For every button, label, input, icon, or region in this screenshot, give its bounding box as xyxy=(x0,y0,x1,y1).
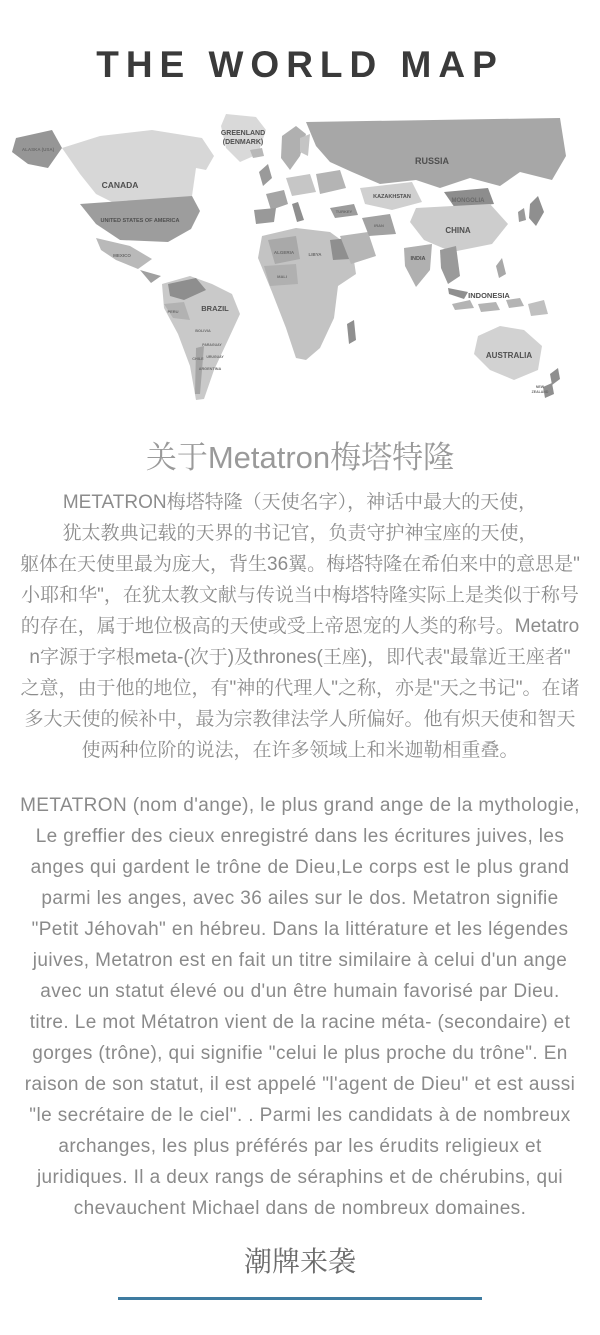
paragraph-line: avec un statut élevé ou d'un être humain favorisé par Dieu. xyxy=(40,981,560,1002)
map-label-china: CHINA xyxy=(445,226,471,235)
paragraph-line: gorges (trône), qui signifie "celui le plus proche du trône". En xyxy=(32,1043,568,1064)
map-country-russia xyxy=(306,118,566,188)
map-country-italy xyxy=(292,202,304,222)
map-country-madagascar xyxy=(347,320,356,344)
map-island-borneo xyxy=(478,302,500,312)
map-country-spain xyxy=(254,208,276,224)
paragraph-line: n字源于字根meta-(次于)及thrones(王座)，即代表"最靠近王座者" xyxy=(29,647,571,668)
map-label-libya: LIBYA xyxy=(308,252,322,257)
map-label-new-zealand-1: NEW xyxy=(535,385,545,389)
map-label-usa: UNITED STATES OF AMERICA xyxy=(100,218,180,224)
paragraph-line: METATRON (nom d'ange), le plus grand ange de la mythologie, xyxy=(20,795,580,816)
paragraph-line: "Petit Jéhovah" en hébreu. Dans la littérature et les légendes xyxy=(31,919,569,940)
map-label-alaska: ALASKA (USA) xyxy=(21,147,55,152)
map-label-chile: CHILE xyxy=(192,357,204,361)
map-label-peru: PERU xyxy=(167,309,179,314)
map-label-algeria: ALGERIA xyxy=(273,250,295,255)
map-label-iran: IRAN xyxy=(374,223,384,228)
section-divider-line xyxy=(118,1297,482,1300)
page-title: THE WORLD MAP xyxy=(96,44,504,85)
paragraph-line: "le secrétaire de le ciel". . Parmi les candidats à de nombreux xyxy=(29,1105,571,1126)
map-region-central-europe xyxy=(286,174,316,196)
map-island-sumatra xyxy=(452,300,474,310)
map-region-southeast-asia xyxy=(440,246,460,284)
map-label-mongolia: MONGOLIA xyxy=(451,198,485,204)
map-label-russia: RUSSIA xyxy=(414,156,450,166)
map-island-nz-north xyxy=(550,368,560,385)
map-country-india xyxy=(404,244,432,287)
paragraph-french-description xyxy=(0,790,600,1224)
section-heading-trend-brands: 潮牌来袭 xyxy=(243,1246,356,1277)
paragraph-line: raison de son statut, il est appelé "l'agent de Dieu" et est aussi xyxy=(24,1074,576,1095)
paragraph-line: 小耶和华"，在犹太教文献与传说当中梅塔特隆实际上是类似于称号 xyxy=(21,585,579,606)
map-country-france xyxy=(266,190,288,210)
map-country-uk xyxy=(259,164,272,186)
paragraph-line: juives, Metatron est en fait un titre similaire à celui d'un ange xyxy=(32,950,568,971)
paragraph-line: 躯体在天使里最为庞大，背生36翼。梅塔特隆在希伯来中的意思是" xyxy=(20,554,580,575)
map-label-india: INDIA xyxy=(410,256,426,262)
map-label-brazil: BRAZIL xyxy=(201,304,229,313)
map-island-new-guinea xyxy=(528,300,548,316)
map-label-indonesia: INDONESIA xyxy=(468,291,510,300)
map-label-uruguay: URUGUAY xyxy=(206,355,224,359)
world-map-image xyxy=(0,108,600,420)
map-label-argentina: ARGENTINA xyxy=(198,367,222,371)
map-label-bolivia: BOLIVIA xyxy=(195,329,211,333)
section-heading-about-metatron: 关于Metatron梅塔特隆 xyxy=(145,440,455,475)
map-label-paraguay: PARAGUAY xyxy=(202,343,222,347)
paragraph-line: archanges, les plus préférés par les érudits religieux et xyxy=(58,1136,542,1157)
map-label-mali: MALI xyxy=(277,274,287,279)
map-label-greenland: GREENLAND xyxy=(220,130,266,137)
map-label-mexico: MEXICO xyxy=(113,253,131,258)
map-label-kazakhstan: KAZAKHSTAN xyxy=(373,194,411,200)
paragraph-line: parmi les anges, avec 36 ailes sur le dos. Metatron signifie xyxy=(41,888,559,909)
map-label-new-zealand-2: ZEALAND xyxy=(531,390,549,394)
map-region-eastern-europe xyxy=(316,170,346,194)
paragraph-line: 之意，由于他的地位，有"神的代理人"之称，亦是"天之书记"。在诸 xyxy=(20,678,580,699)
world-map-svg xyxy=(0,108,600,420)
map-label-australia: AUSTRALIA xyxy=(485,351,533,360)
map-label-canada: CANADA xyxy=(101,180,139,190)
map-country-korea xyxy=(518,208,526,222)
paragraph-line: METATRON梅塔特隆（天使名字），神话中最大的天使， xyxy=(62,492,538,513)
map-country-japan xyxy=(529,196,544,226)
paragraph-line: 的存在，属于地位极高的天使或受上帝恩宠的人类的称号。Metatro xyxy=(20,616,580,637)
map-label-greenland-denmark: (DENMARK) xyxy=(222,139,264,146)
map-region-central-america xyxy=(140,270,161,283)
map-country-philippines xyxy=(496,258,506,278)
paragraph-line: chevauchent Michael dans de nombreux domaines. xyxy=(73,1198,527,1219)
paragraph-line: 犹太教典记载的天界的书记官，负责守护神宝座的天使， xyxy=(62,523,538,544)
paragraph-line: anges qui gardent le trône de Dieu,Le corps est le plus grand xyxy=(30,857,570,878)
map-label-turkey: TURKEY xyxy=(335,209,353,214)
paragraph-line: juridiques. Il a deux rangs de séraphins et de chérubins, qui xyxy=(36,1167,564,1188)
paragraph-line: 使两种位阶的说法，在许多领域上和米迦勒相重叠。 xyxy=(81,740,519,761)
paragraph-line: Le greffier des cieux enregistré dans les écritures juives, les xyxy=(35,826,565,847)
paragraph-line: 多大天使的候补中，最为宗教律法学人所偏好。他有炽天使和智天 xyxy=(24,709,576,730)
map-country-canada xyxy=(62,130,214,206)
paragraph-chinese-description xyxy=(0,487,600,766)
map-country-malaysia xyxy=(448,288,468,299)
paragraph-line: titre. Le mot Métatron vient de la racine méta- (secondaire) et xyxy=(29,1012,571,1033)
